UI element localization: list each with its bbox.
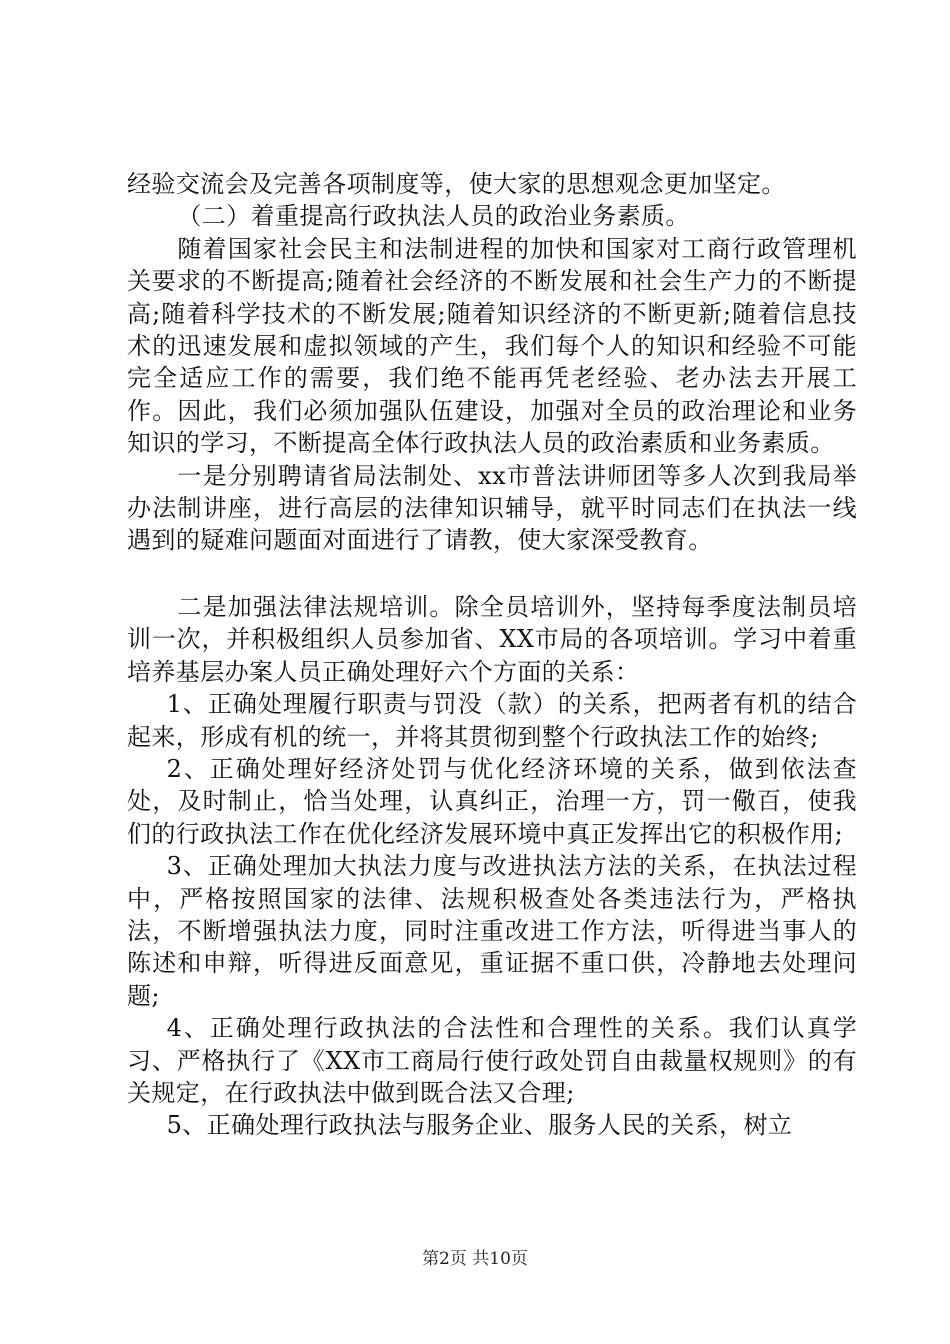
list-item-5: 5、正确处理行政执法与服务企业、服务人民的关系，树立 — [166, 1111, 793, 1140]
paragraph-background: 随着国家社会民主和法制进程的加快和国家对工商行政管理机关要求的不断提高;随着社会经济的不断发展和社会生产力的不断提高;随着科学技术的不断发展;随着知识经济的不断更新;随着信息技术的迅速发展和虚拟领域的产生，我们每个人的知识和经验不可能完全适应工作的需要，我们绝不能再凭老经验、老办法去开展工作。因此，我们必须加强队伍建设，加强对全员的政治理论和业务知识的学习，不断提高全体行政执法人员的政治素质和业务素质。 — [127, 234, 857, 458]
paragraph-measure-one: 一是分别聘请省局法制处、xx市普法讲师团等多人次到我局举办法制讲座，进行高层的法律知识辅导，就平时同志们在执法一线遇到的疑难问题面对面进行了请教，使大家深受教育。 — [127, 461, 857, 555]
list-item-3: 3、正确处理加大执法力度与改进执法方法的关系，在执法过程中，严格按照国家的法律、法规积极查处各类违法行为，严格执法，不断增强执法力度，同时注重改进工作方法，听得进当事人的陈述和申辩，听得进反面意见，重证据不重口供，冷静地去处理问题; — [127, 852, 857, 1010]
list-item-2: 2、正确处理好经济处罚与优化经济环境的关系，做到依法查处，及时制止，恰当处理，认真纠正，治理一方，罚一儆百，使我们的行政执法工作在优化经济发展环境中真正发挥出它的积极作用; — [127, 754, 857, 848]
list-item-4: 4、正确处理行政执法的合法性和合理性的关系。我们认真学习、严格执行了《XX市工商局行使行政处罚自由裁量权规则》的有关规定，在行政执法中做到既合法又合理; — [127, 1014, 857, 1107]
document-body — [127, 168, 857, 1142]
paragraph-continuation: 经验交流会及完善各项制度等，使大家的思想观念更加坚定。 — [127, 170, 786, 198]
section-heading: （二）着重提高行政执法人员的政治业务素质。 — [177, 202, 690, 231]
paragraph-measure-two: 二是加强法律法规培训。除全员培训外，坚持每季度法制员培训一次，并积极组织人员参加省、XX市局的各项培训。学习中着重培养基层办案人员正确处理好六个方面的关系： — [127, 592, 857, 686]
page-footer: 第2页 共10页 — [422, 1249, 528, 1269]
list-item-1: 1、正确处理履行职责与罚没（款）的关系，把两者有机的结合起来，形成有机的统一，并将其贯彻到整个行政执法工作的始终; — [127, 690, 857, 751]
paragraph-gap — [127, 557, 857, 591]
